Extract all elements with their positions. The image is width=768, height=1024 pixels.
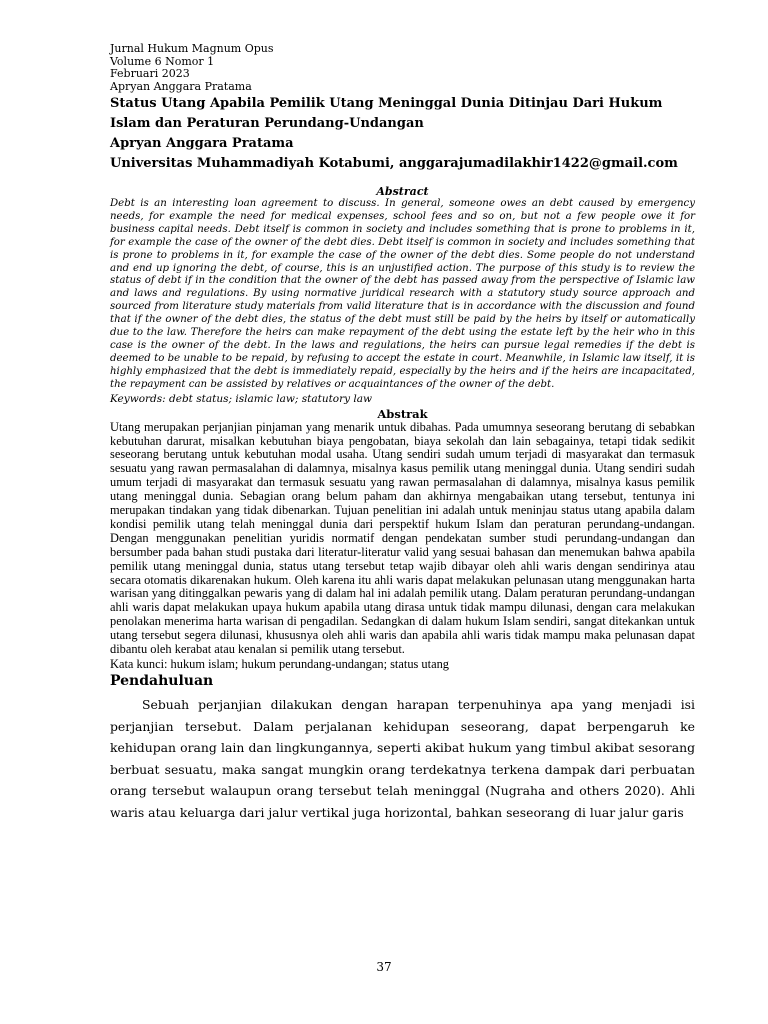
abstract-heading: Abstract: [376, 185, 429, 198]
page-number: 37: [376, 960, 392, 974]
article-author: Apryan Anggara Pratama: [110, 136, 294, 151]
keywords-id: Kata kunci: hukum islam; hukum perundang-undangan; status utang: [110, 657, 449, 671]
paper-page: [110, 43, 695, 824]
journal-name: Jurnal Hukum Magnum Opus: [110, 42, 274, 55]
article-affiliation: Universitas Muhammadiyah Kotabumi, anggarajumadilakhir1422@gmail.com: [110, 156, 678, 171]
journal-header: [110, 43, 695, 93]
article-title: Status Utang Apabila Pemilik Utang Meninggal Dunia Ditinjau Dari Hukum Islam dan Peraturan Perundang-Undangan: [110, 96, 663, 131]
journal-date: Februari 2023: [110, 67, 190, 80]
section-heading-introduction: Pendahuluan: [110, 673, 214, 689]
introduction-text: Sebuah perjanjian dilakukan dengan harapan terpenuhinya apa yang menjadi isi perjanjian tersebut. Dalam perjalanan kehidupan seseorang, dapat berpengaruh ke kehidupan orang lain dan lingkungannya, seperti akibat hukum yang timbul akibat sesorang berbuat sesuatu, maka sangat mungkin orang terdekatnya terkena dampak dari perbuatan orang tersebut walaupun orang tersebut telah meninggal (Nugraha and others 2020). Ahli waris atau keluarga dari jalur vertikal juga horizontal, bahkan seseorang di luar jalur garis: [110, 697, 695, 820]
journal-volume: Volume 6 Nomor 1: [110, 54, 215, 68]
keywords-en: Keywords: debt status; islamic law; statutory law: [110, 392, 373, 405]
abstrak-heading: Abstrak: [377, 406, 428, 421]
abstrak-text: Utang merupakan perjanjian pinjaman yang menarik untuk dibahas. Pada umumnya seseorang berutang di sebabkan kebutuhan darurat, misalkan kebutuhan biaya pengobatan, biaya sekolah dan lain sebagainya, tetapi tidak sedikit seseorang berutang untuk kebutuhan modal usaha. Utang sendiri sudah umum terjadi di masyarakat dan termasuk sesuatu yang rawan permasalahan di dalamnya, misalnya kasus pemilik utang meninggal dunia. Utang sendiri sudah umum terjadi di masyarakat dan termasuk sesuatu yang rawan permasalahan di dalamnya, misalnya kasus pemilik utang meninggal dunia. Sebagian orang belum paham dan akhirnya mengabaikan utang tersebut, tentunya ini merupakan tindakan yang tidak dibenarkan. Tujuan penelitian ini adalah untuk meninjau status utang apabila dalam kondisi pemilik utang telah meninggal dunia dari perspektif hukum Islam dan peraturan perundang-undangan. Dengan menggunakan penelitian yuridis normatif dengan pendekatan sumber studi perundang-undangan dan bersumber pada bahan studi pustaka dari literatur-literatur valid yang sesuai bahasan dan menemukan bahwa apabila pemilik utang meninggal dunia, status utang tersebut tetap wajib dibayar oleh ahli waris dengan sendirinya atau secara otomatis dikarenakan hukum. Oleh karena itu ahli waris dapat melakukan pelunasan utang menggunakan harta warisan yang ditinggalkan pewaris yang di dalam hal ini adalah pemilik utang. Dalam peraturan perundang-undangan ahli waris dapat melakukan upaya hukum apabila utang dirasa untuk tidak mampu dilunasi, dengan cara melakukan penolakan menerima harta warisan di pengadilan. Sedangkan di dalam hukum Islam sendiri, sangat ditekankan untuk utang tersebut segera dilunasi, khususnya oleh ahli waris dan apabila ahli waris tidak mampu maka pelunasan dapat dibantu oleh kerabat atau kenalan si pemilik utang tersebut.: [110, 419, 695, 657]
abstract-text: Debt is an interesting loan agreement to discuss. In general, someone owes an debt caused by emergency needs, for example the need for medical expenses, school fees and so on, but not a few people owe it for business capital needs. Debt itself is common in society and includes something that is prone to problems in it, for example the case of the owner of the debt dies. Debt itself is common in society and includes something that is prone to problems in it, for example the case of the owner of the debt dies. Some people do not understand and end up ignoring the debt, of course, this is an unjustified action. The purpose of this study is to review the status of debt if in the condition that the owner of the debt has passed away from the perspective of Islamic law and laws and regulations. By using normative juridical research with a statutory study source approach and sourced from literature study materials from valid literature that is in accordance with the discussion and found that if the owner of the debt dies, the status of the debt must still be paid by the heirs by itself or automatically due to the law. Therefore the heirs can make repayment of the debt using the estate left by the heir who in this case is the owner of the debt. In the laws and regulations, the heirs can pursue legal remedies if the debt is deemed to be unable to be repaid, by refusing to accept the estate in court. Meanwhile, in Islamic law itself, it is highly emphasized that the debt is immediately repaid, especially by the heirs and if the heirs are incapacitated, the repayment can be assisted by relatives or acquaintances of the owner of the debt.: [110, 198, 695, 390]
header-author: Apryan Anggara Pratama: [110, 79, 252, 93]
